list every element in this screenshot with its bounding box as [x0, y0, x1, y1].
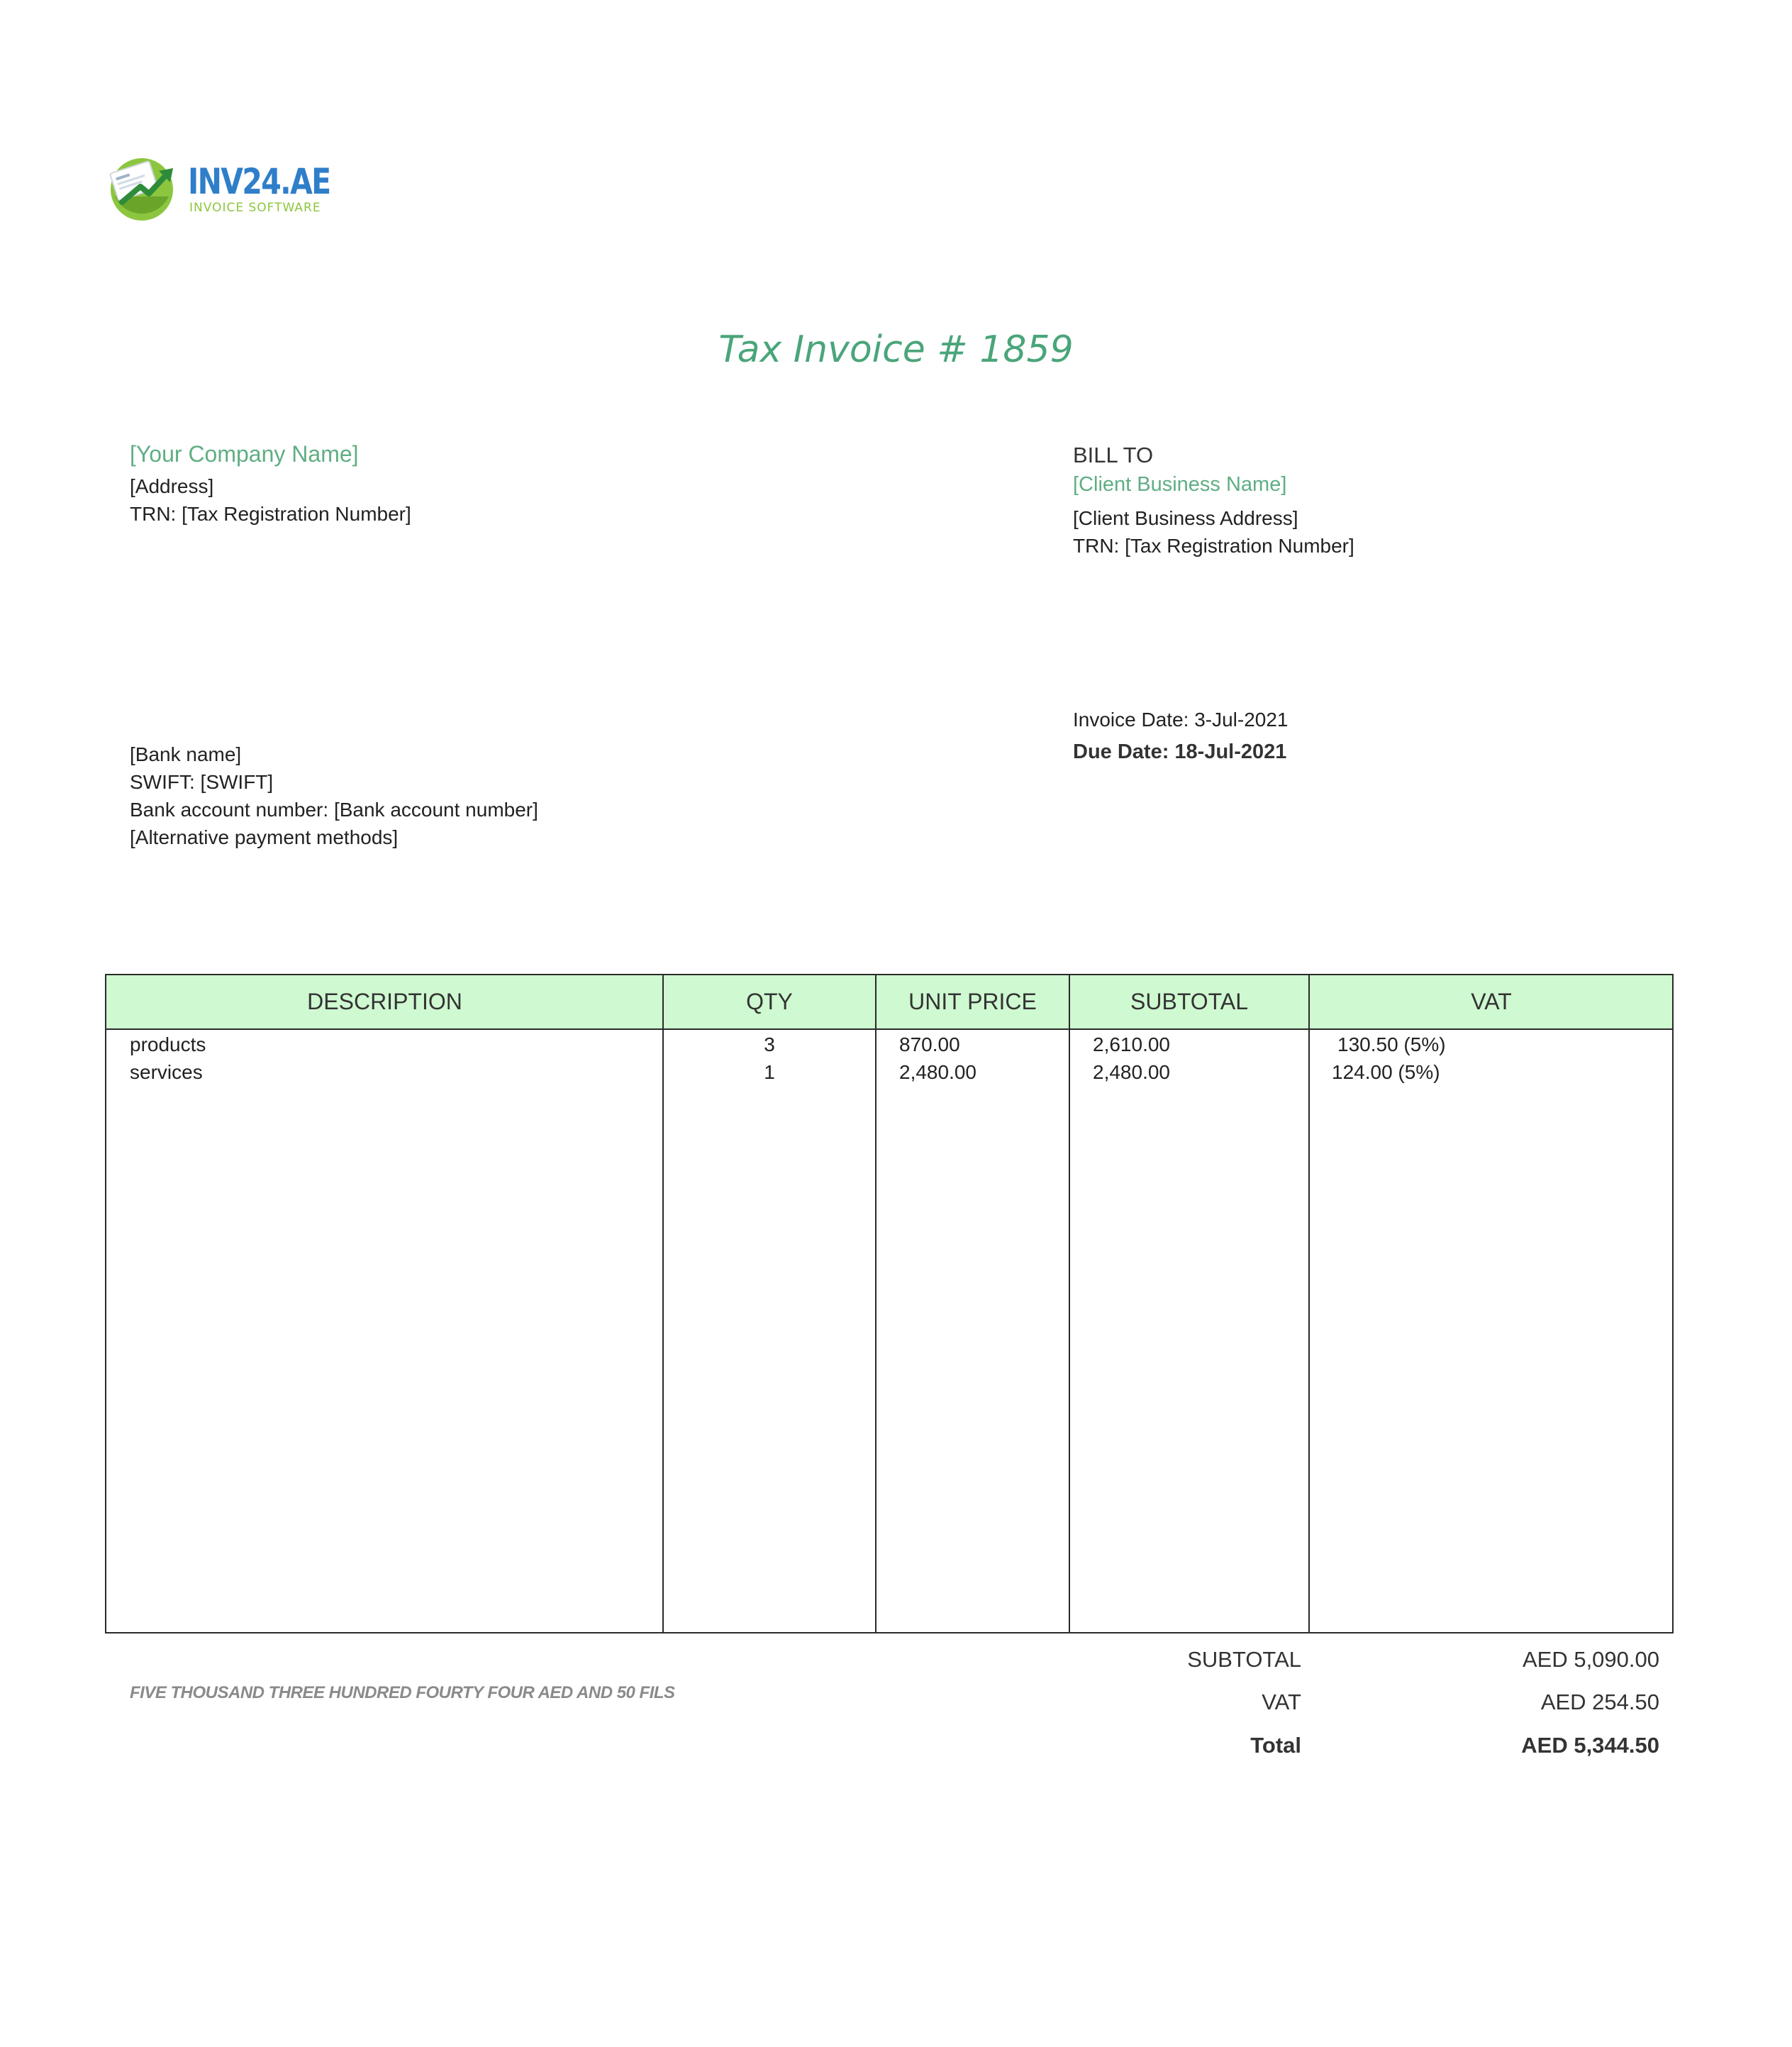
header-qty: QTY [746, 989, 793, 1014]
subtotal-value: AED 5,090.00 [1522, 1647, 1659, 1672]
items-table [105, 974, 1674, 1633]
bank-account-number: Bank account number: [Bank account number] [130, 799, 538, 821]
logo-tagline: INVOICE SOFTWARE [189, 201, 321, 215]
invoice-title: Tax Invoice # 1859 [718, 328, 1074, 371]
table-header-row [106, 975, 1672, 1030]
due-date: Due Date: 18-Jul-2021 [1073, 740, 1287, 763]
amount-in-words: FIVE THOUSAND THREE HUNDRED FOURTY FOUR AED AND 50 FILS [130, 1683, 675, 1702]
header-unit-price: UNIT PRICE [908, 989, 1037, 1014]
client-trn: TRN: [Tax Registration Number] [1073, 535, 1354, 557]
column-divider [1308, 975, 1310, 1632]
total-label: Total [1250, 1733, 1301, 1758]
client-business-address: [Client Business Address] [1073, 507, 1298, 529]
company-logo [106, 152, 333, 223]
logo-name: INV24.AE [188, 161, 330, 202]
row-unit-price: 2,480.00 [899, 1061, 976, 1083]
bank-name: [Bank name] [130, 743, 242, 765]
row-description: products [130, 1033, 206, 1055]
bill-to-heading: BILL TO [1073, 443, 1154, 467]
row-qty: 3 [764, 1033, 775, 1055]
header-subtotal: SUBTOTAL [1130, 989, 1248, 1014]
vat-value: AED 254.50 [1540, 1690, 1659, 1714]
vat-label: VAT [1262, 1690, 1301, 1714]
alternative-payment-methods: [Alternative payment methods] [130, 826, 399, 848]
row-vat: 130.50 (5%) [1337, 1033, 1446, 1055]
header-vat: VAT [1471, 989, 1512, 1014]
logo-emblem-icon [106, 152, 184, 223]
row-vat: 124.00 (5%) [1332, 1061, 1440, 1083]
seller-address: [Address] [130, 475, 214, 497]
seller-trn: TRN: [Tax Registration Number] [130, 503, 411, 525]
row-unit-price: 870.00 [899, 1033, 960, 1055]
column-divider [1069, 975, 1070, 1632]
row-description: services [130, 1061, 203, 1083]
row-subtotal: 2,610.00 [1093, 1033, 1170, 1055]
seller-company-name: [Your Company Name] [130, 441, 359, 467]
row-subtotal: 2,480.00 [1093, 1061, 1170, 1083]
subtotal-label: SUBTOTAL [1187, 1647, 1301, 1672]
swift-code: SWIFT: [SWIFT] [130, 771, 274, 793]
row-qty: 1 [764, 1061, 775, 1083]
total-value: AED 5,344.50 [1521, 1733, 1659, 1758]
header-description: DESCRIPTION [307, 989, 462, 1014]
invoice-date: Invoice Date: 3-Jul-2021 [1073, 709, 1289, 731]
client-business-name: [Client Business Name] [1073, 473, 1287, 496]
